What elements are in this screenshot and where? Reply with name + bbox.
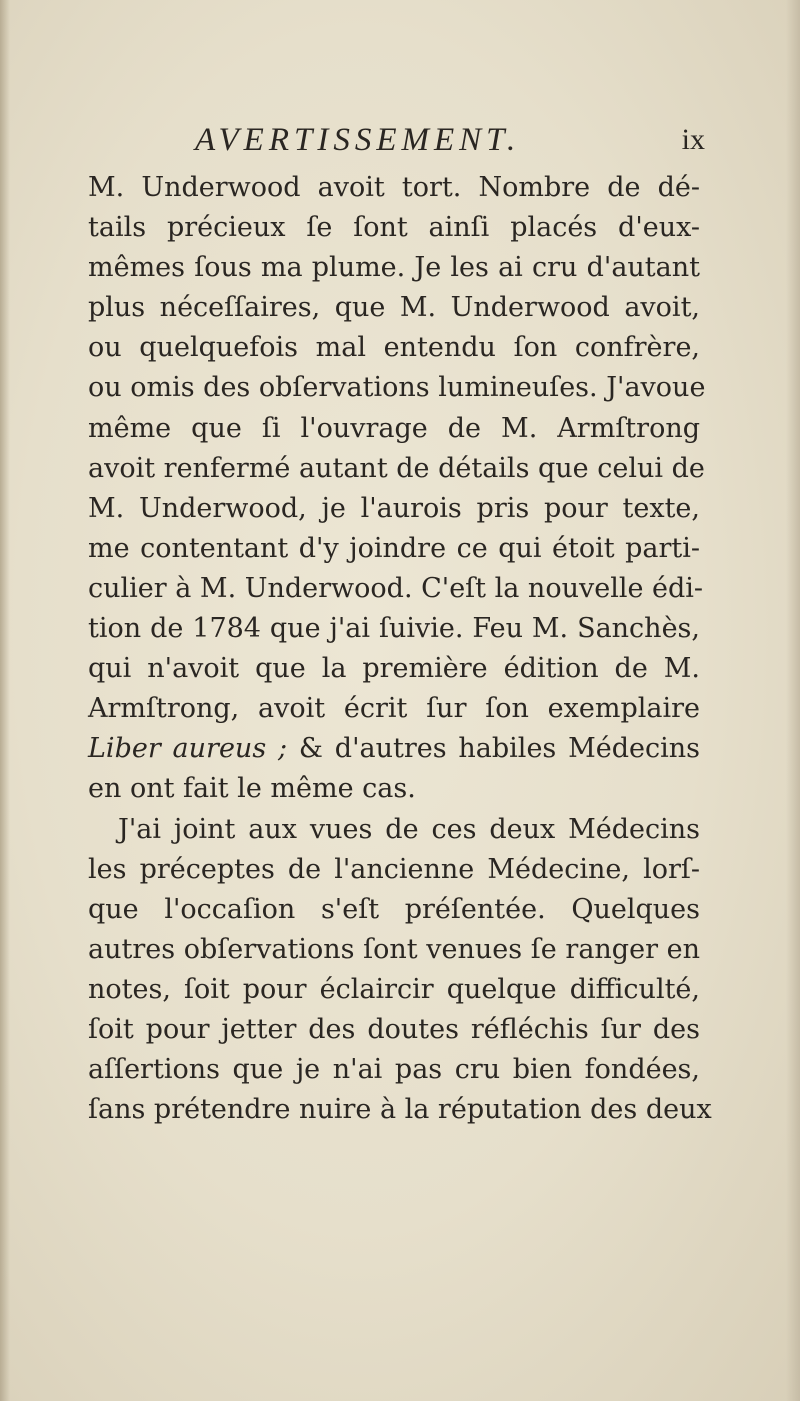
text-line: Armſtrong, avoit écrit ſur ſon exemplaire [88,693,700,725]
paragraph-2 [88,810,712,1131]
text-line: M. Underwood avoit tort. Nombre de dé- [88,172,700,203]
text-line-last: en ont fait le même cas. [88,773,416,805]
page-body [88,168,712,1130]
text-line-rest: & d'autres habiles Médecins [287,733,700,765]
paragraph-1 [88,168,706,810]
text-line: mêmes ſous ma plume. Je les ai cru d'autant [88,252,700,284]
text-line: ou omis des obſervations lumineuſes. J'avoue [88,372,706,404]
text-line: M. Underwood, je l'aurois pris pour texte, [88,492,700,524]
text-line-mixed [88,729,700,769]
text-line: avoit renfermé autant de détails que celui de [88,452,705,484]
text-line: plus néceſſaires, que M. Underwood avoit, [88,292,700,324]
text-line: les préceptes de l'ancienne Médecine, lorſ- [88,853,700,885]
page-number: ix [681,123,705,156]
text-line: aſſertions que je n'ai pas cru bien fondées, [88,1054,700,1086]
text-line: ſoit pour jetter des doutes réfléchis ſur des [88,1013,700,1045]
text-line: me contentant d'y joindre ce qui étoit parti- [88,532,700,564]
text-line: que l'occaſion s'eſt préſentée. Quelques [88,893,700,925]
text-line: tion de 1784 que j'ai ſuivie. Feu M. Sanchès, [88,613,700,645]
page-header [195,118,705,162]
text-line: qui n'avoit que la première édition de M. [88,653,700,685]
text-line: ſans prétendre nuire à la réputation des deux [88,1094,712,1126]
running-title: AVERTISSEMENT. [195,122,521,158]
text-line-first: J'ai joint aux vues de ces deux Médecins [118,813,700,845]
text-line: autres obſervations ſont venues ſe ranger en [88,933,700,965]
text-line: ou quelquefois mal entendu ſon confrère, [88,332,700,364]
text-line: tails précieux ſe ſont ainſi placés d'eux- [88,212,700,244]
text-line: notes, ſoit pour éclaircir quelque difficulté, [88,973,700,1005]
text-line: culier à M. Underwood. C'eſt la nouvelle édi- [88,572,704,604]
italic-quote: Liber aureus ; [88,733,288,765]
text-line: même que ſi l'ouvrage de M. Armſtrong [88,412,700,444]
